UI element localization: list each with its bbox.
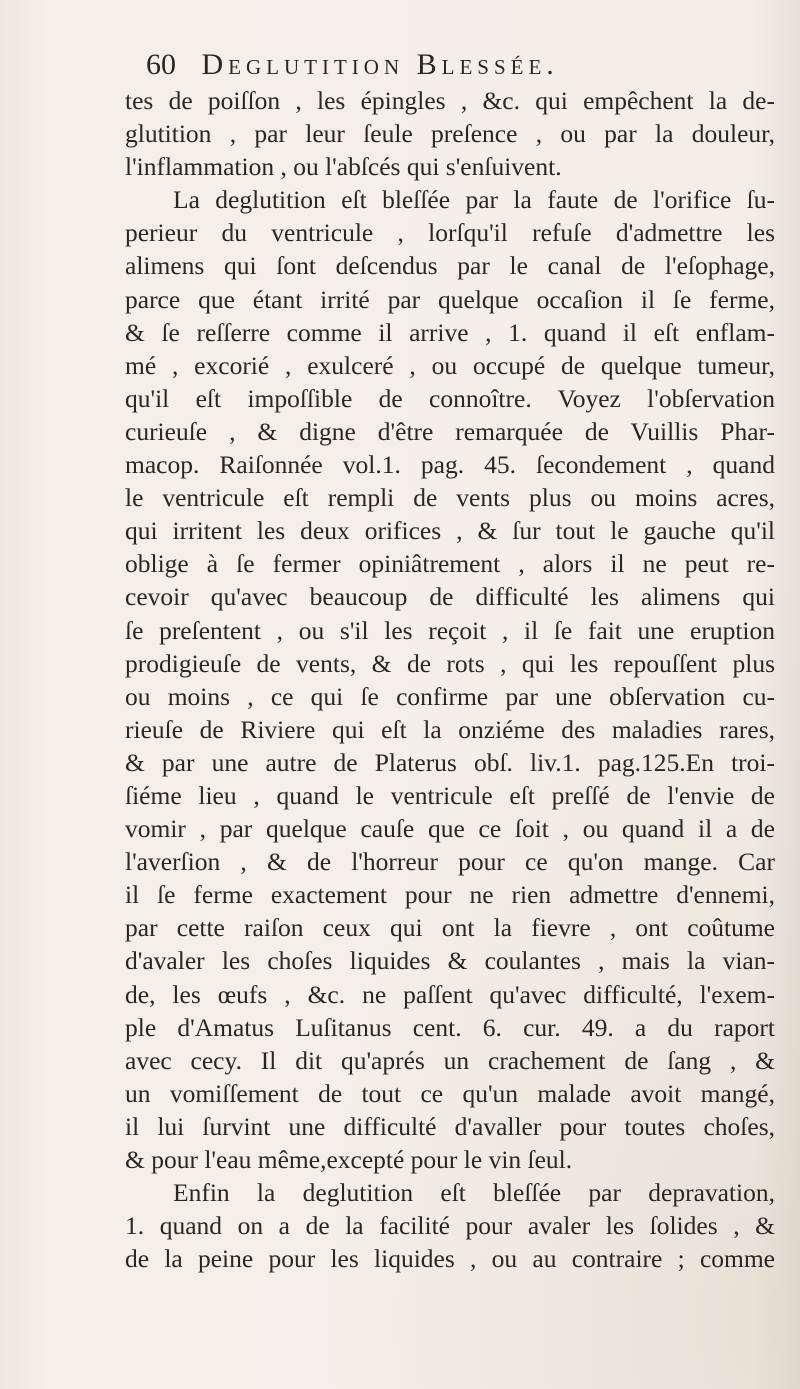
text-line: le ventricule eſt rempli de vents plus ou moins acres, [125, 483, 775, 513]
text-line: prodigieuſe de vents, & de rots , qui les repouſſent plus [125, 648, 775, 678]
text-line: qu'il eſt impoſſible de connoître. Voyez l'obſervation [125, 383, 775, 413]
text-line: macop. Raiſonnée vol.1. pag. 45. ſecondement , quand [125, 450, 775, 480]
text-line: ſe preſentent , ou s'il les reçoit , il ſe fait une eruption [125, 615, 775, 645]
text-line: l'averſion , & de l'horreur pour ce qu'on mange. Car [125, 847, 775, 877]
text-line: mé , excorié , exulceré , ou occupé de quelque tumeur, [125, 350, 775, 380]
text-line: vomir , par quelque cauſe que ce ſoit , ou quand il a de [125, 814, 775, 844]
text-line: alimens qui ſont deſcendus par le canal de l'eſophage, [125, 251, 775, 281]
text-line: l'inflammation , ou l'abſcés qui s'enſuivent. [125, 152, 562, 182]
text-line: ſiéme lieu , quand le ventricule eſt preſſé de l'envie de [125, 780, 775, 810]
text-line: tes de poiſſon , les épingles , &c. qui empêchent la de- [125, 86, 775, 115]
text-line: avec cecy. Il dit qu'aprés un crachement de ſang , & [125, 1045, 775, 1075]
text-line: par cette raiſon ceux qui ont la fievre , ont coûtume [125, 913, 775, 943]
text-line: oblige à ſe fermer opiniâtrement , alors il ne peut re- [125, 549, 775, 579]
text-line: de la peine pour les liquides , ou au contraire ; comme [125, 1244, 775, 1274]
text-line: La deglutition eſt bleſſée par la faute de l'orifice ſu- [173, 185, 775, 215]
page-number: 60 [146, 48, 176, 81]
text-line: ou moins , ce qui ſe confirme par une obſervation cu- [125, 681, 775, 711]
text-line: rieuſe de Riviere qui eſt la onziéme des maladies rares, [125, 714, 775, 744]
text-line: Enfin la deglutition eſt bleſſée par depravation, [173, 1178, 775, 1208]
running-header [146, 40, 666, 90]
running-title: Deglutition Blessée. [201, 48, 559, 81]
text-line: & par une autre de Platerus obſ. liv.1. pag.125.En troi- [125, 747, 775, 777]
text-line: & pour l'eau même,excepté pour le vin ſeul. [125, 1145, 573, 1174]
text-line: 1. quand on a de la facilité pour avaler les ſolides , & [125, 1211, 775, 1241]
text-line: d'avaler les choſes liquides & coulantes , mais la vian- [125, 946, 775, 976]
text-line: parce que étant irrité par quelque occaſion il ſe ferme, [125, 284, 775, 314]
text-line: ple d'Amatus Luſitanus cent. 6. cur. 49. a du raport [125, 1012, 775, 1042]
text-line: un vomiſſement de tout ce qu'un malade avoit mangé, [125, 1078, 775, 1108]
text-line: il ſe ferme exactement pour ne rien admettre d'ennemi, [125, 880, 775, 910]
text-line: perieur du ventricule , lorſqu'il refuſe d'admettre les [125, 218, 775, 248]
body-text [125, 84, 775, 1275]
text-line: cevoir qu'avec beaucoup de difficulté les alimens qui [125, 582, 775, 612]
text-line: curieuſe , & digne d'être remarquée de Vuillis Phar- [125, 416, 775, 446]
text-line: qui irritent les deux orifices , & ſur tout le gauche qu'il [125, 516, 775, 546]
text-line: de, les œufs , &c. ne paſſent qu'avec difficulté, l'exem- [125, 979, 775, 1009]
text-line: glutition , par leur ſeule preſence , ou par la douleur, [125, 119, 775, 149]
text-line: & ſe reſſerre comme il arrive , 1. quand il eſt enflam- [125, 317, 775, 347]
text-line: il lui ſurvint une difficulté d'avaller pour toutes choſes, [125, 1111, 775, 1141]
